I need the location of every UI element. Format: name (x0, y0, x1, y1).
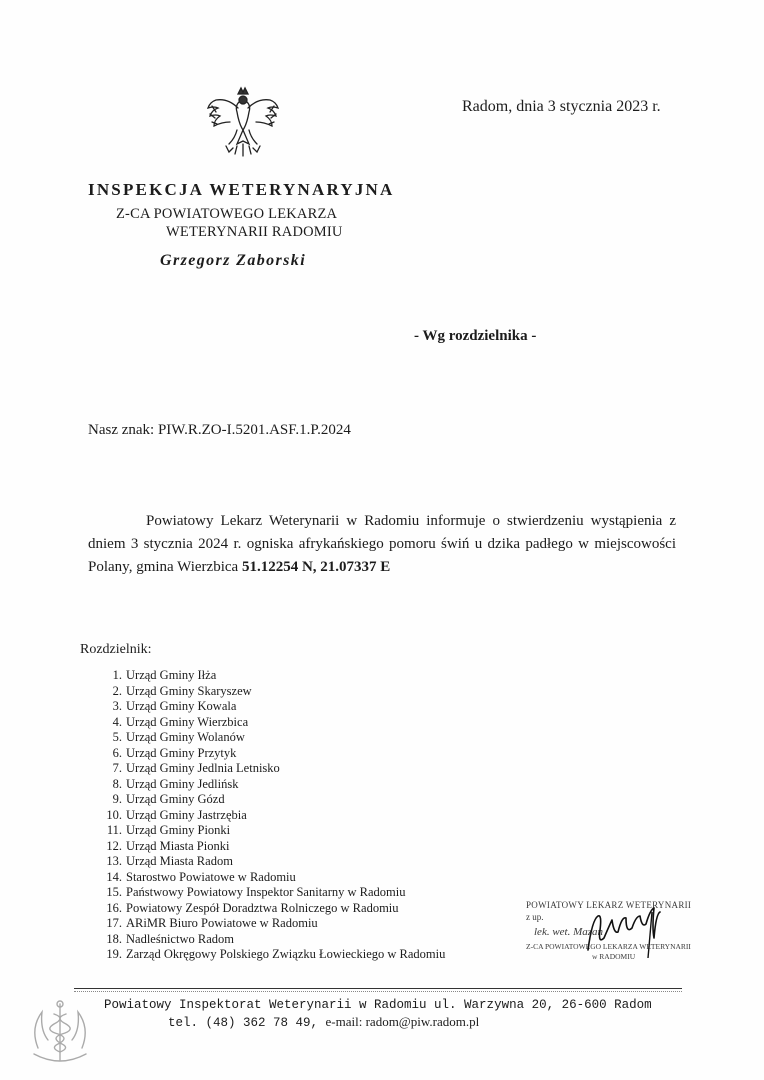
list-item: 13. Urząd Miasta Radom (106, 854, 233, 868)
list-item: 3. Urząd Gminy Kowala (112, 699, 237, 713)
institution-title: INSPEKCJA WETERYNARYJNA (88, 180, 395, 199)
list-item: 16. Powiatowy Zespół Doradztwa Rolniczego w Radomiu (106, 900, 399, 915)
list-item: 6. Urząd Gminy Przytyk (112, 745, 237, 760)
list-item: 19. Zarząd Okręgowy Polskiego Związku Łowieckiego w Radomiu (106, 947, 446, 961)
list-item: 18. Nadleśnictwo Radom (106, 931, 234, 946)
list-item: 2. Urząd Gminy Skaryszew (112, 683, 252, 698)
list-item: 12. Urząd Miasta Pionki (106, 838, 230, 853)
list-item: 5. Urząd Gminy Wolanów (112, 730, 245, 744)
sender-position-line2: WETERYNARII RADOMIU (166, 224, 343, 240)
footer-contact (168, 1014, 479, 1030)
list-item: 11. Urząd Gminy Pionki (106, 823, 231, 837)
footer-divider (74, 988, 682, 989)
sender-name: Grzegorz Zaborski (160, 252, 307, 269)
stamp-position: Z-CA POWIATOWEGO LEKARZA WETERYNARII (526, 942, 691, 951)
list-item: 1. Urząd Gminy Iłża (112, 668, 217, 682)
recipient-line: - Wg rozdzielnika - (414, 328, 537, 344)
stamp-title: POWIATOWY LEKARZ WETERYNARII (526, 900, 692, 910)
list-item: 10. Urząd Gminy Jastrzębia (106, 807, 247, 822)
sender-position-line1: Z-CA POWIATOWEGO LEKARZA (116, 206, 338, 222)
distribution-label: Rozdzielnik: (80, 642, 152, 657)
list-item: 14. Starostwo Powiatowe w Radomiu (106, 869, 296, 884)
stamp-on-behalf: z up. (526, 912, 544, 922)
list-item: 8. Urząd Gminy Jedlińsk (112, 776, 239, 791)
outbreak-coordinates: 51.12254 N, 21.07337 E (241, 559, 391, 575)
list-item: 15. Państwowy Powiatowy Inspektor Sanitarny w Radomiu (106, 885, 406, 899)
veterinary-caduceus-logo-icon (24, 992, 96, 1068)
list-item: 4. Urząd Gminy Wierzbica (112, 714, 249, 729)
list-item: 17. ARiMR Biuro Powiatowe w Radomiu (106, 916, 318, 930)
date-line: Radom, dnia 3 stycznia 2023 r. (462, 98, 661, 115)
footer-phone: tel. (48) 362 78 49, (168, 1016, 326, 1030)
footer-address: Powiatowy Inspektorat Weterynarii w Radomiu ul. Warzywna 20, 26-600 Radom (104, 998, 652, 1012)
list-item: 7. Urząd Gminy Jedlnia Letnisko (112, 761, 280, 775)
polish-eagle-emblem-icon (204, 84, 282, 166)
handwritten-signature-icon (582, 906, 672, 962)
list-item: 9. Urząd Gminy Gózd (112, 792, 225, 806)
footer-divider-dotted (74, 991, 682, 992)
stamp-location: w RADOMIU (592, 952, 636, 961)
stamp-signatory-name: lek. wet. Mazan (534, 926, 604, 938)
reference-number: Nasz znak: PIW.R.ZO-I.5201.ASF.1.P.2024 (88, 422, 351, 438)
letter-body-text: Powiatowy Lekarz Weterynarii w Radomiu informuje o stwierdzeniu wystąpienia z dniem 3 stycznia 2024 r. ogniska afrykańskiego pomoru świń u dzika padłego w miejscowości Polany, gmina Wierzbica (88, 513, 676, 575)
distribution-list (88, 668, 445, 963)
letter-body (88, 510, 676, 579)
footer-email: e-mail: radom@piw.radom.pl (325, 1014, 480, 1029)
